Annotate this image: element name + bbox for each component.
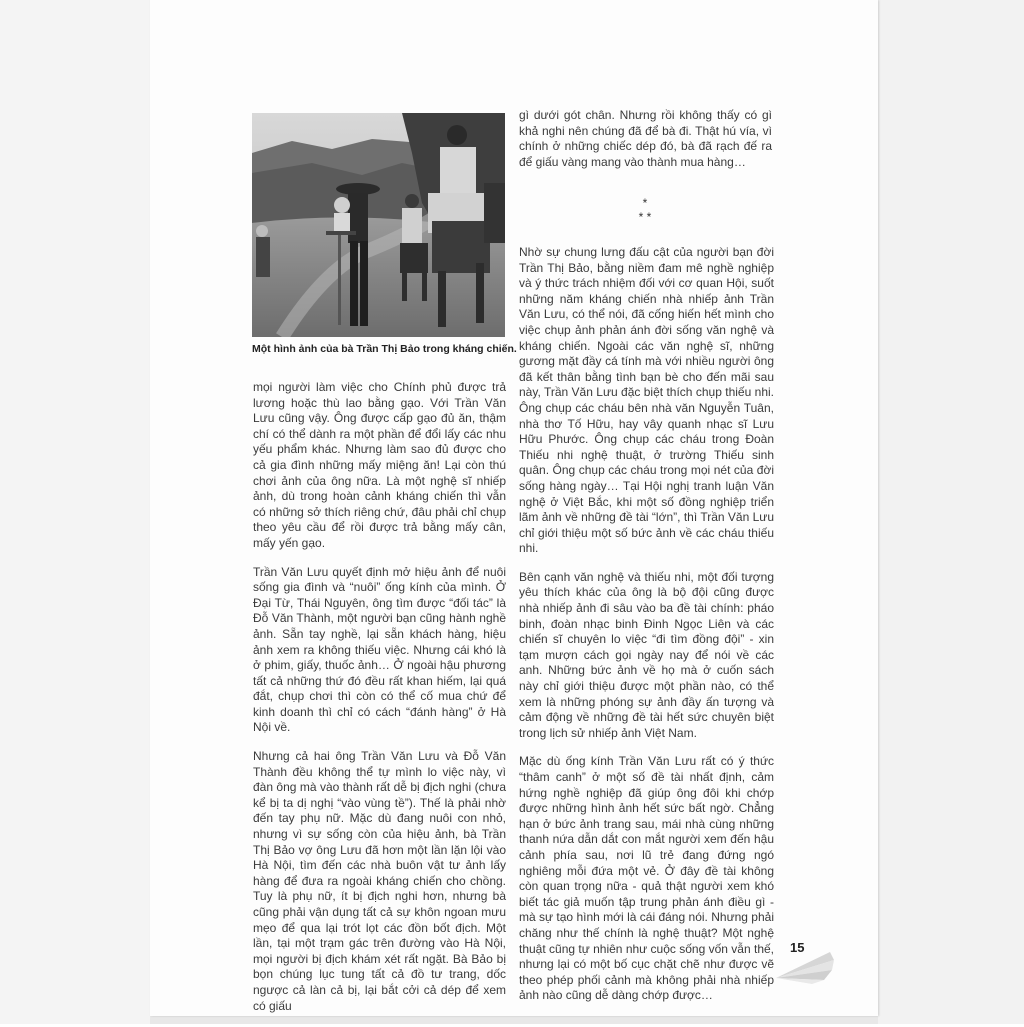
paragraph: Trần Văn Lưu quyết định mở hiệu ảnh để nuôi sống gia đình và “nuôi” ống kính của mình. Ở Đại Từ, Thái Nguyên, ông tìm được “đối tác” là Đỗ Văn Thành, một người bạn cũng hành nghề ảnh. Sẵn tay nghề, lại sẵn khách hàng, hiệu ảnh xem ra không thiếu việc. Nhưng cái khó là ở phim, giấy, thuốc ảnh… Ở ngoài hậu phương tất cả những thứ đó đều rất khan hiếm, lại quá đắt, chụp chơi thì còn có thể cố mua chứ để kinh doanh thì chỉ có cách “đánh hàng” ở Hà Nội về. xyxy=(253,564,506,735)
left-column xyxy=(253,380,506,1027)
section-separator xyxy=(630,196,660,232)
paragraph: Nhưng cả hai ông Trần Văn Lưu và Đỗ Văn Thành đều không thể tự mình lo việc này, vì đàn ông mà vào thành rất dễ bị địch nghi (chưa kể bị ta dị nghị “vào vùng tề”). Thế là phải nhờ đến tay phụ nữ. Mặc dù đang nuôi con nhỏ, nhưng vì sự sống còn của hiệu ảnh, bà Trần Thị Bảo vợ ông Lưu đã hơn một lần lặn lội vào Hà Nội, tìm đến các nhà buôn vật tư ảnh lấy hàng để đưa ra ngoài kháng chiến cho chồng. Tuy là phụ nữ, ít bị địch nghi hơn, nhưng bà cũng phải vận dụng tất cả sự khôn ngoan mưu mẹo để qua lại trót lọt các đồn bốt địch. Một lần, tại một trạm gác trên đường vào Hà Nội, mọi người bị địch khám xét rất ngặt. Bà Bảo bị bọn chúng lục tung tất cả đồ tư trang, dốc ngược cả làn cả bị, lại bắt cởi cả dép để xem có giấu xyxy=(253,749,506,1013)
paragraph: Mặc dù ống kính Trần Văn Lưu rất có ý thức “thâm canh” ở một số đề tài nhất định, cảm hứng nghề nghiệp đã giúp ông đôi khi chớp được những hình ảnh hết sức bất ngờ. Chẳng hạn ở bức ảnh trang sau, mái nhà cùng những thanh nứa dẫn dắt con mắt người xem đến hậu cảnh phía sau, nơi lũ trẻ đang đứng ngó nghiêng mỗi đứa một vẻ. Ở đây đề tài không còn quan trọng nữa - quả thật người xem khó biết tác giả muốn tập trung phản ánh điều gì - mà sự tạo hình mới là cái đáng nói. Nhưng phải chăng như thế chính là nghệ thuật? Một nghệ thuật cũng tự nhiên như cuộc sống vốn vẫn thế, nhưng lại có một bố cục chặt chẽ như được vẽ theo phép phối cảnh mà không phải nhà nhiếp ảnh nào cũng dễ dàng chớp được… xyxy=(519,754,774,1003)
paragraph: gì dưới gót chân. Nhưng rồi không thấy có gì khả nghi nên chúng đã để bà đi. Thật hú vía, vì chính ở những chiếc dép đó, bà đã rạch đế ra để giấu vàng mang vào thành mua hàng… xyxy=(519,108,772,169)
historical-photo xyxy=(252,113,505,337)
separator-line-2: * * xyxy=(638,210,652,224)
photo-illustration xyxy=(252,113,505,337)
background-right xyxy=(878,0,1024,1024)
photo-caption: Một hình ảnh của bà Trần Thị Bảo trong kháng chiến. xyxy=(252,343,517,355)
paragraph: Nhờ sự chung lưng đấu cật của người bạn đời Trần Thị Bảo, bằng niềm đam mê nghề nghiệp và ý thức trách nhiệm đối với cơ quan Hội, suốt những năm kháng chiến nhà nhiếp ảnh Trần Văn Lưu, có thể nói, đã cống hiến hết mình cho việc chụp ảnh phản ánh đời sống văn nghệ và kháng chiến. Ngoài các văn nghệ sĩ, những gương mặt đầy cá tính mà với nhiều người ông đã kết thân bằng tình bạn bè cho đến mãi sau này, Trần Văn Lưu đặc biệt thích chụp thiếu nhi. Ông chụp các cháu bên nhà văn Nguyễn Tuân, nhà thơ Tố Hữu, hay vây quanh nhạc sĩ Lưu Hữu Phước. Ông chụp các cháu trong Đoàn Thiếu nhi nghệ thuật, ở trường Thiếu sinh quân. Ông chụp các cháu trong mọi nét của đời sống hàng ngày… Tại Hội nghị tranh luận Văn nghệ ở Việt Bắc, khi một số đồng nghiệp triển lãm ảnh về những đề tài “lớn”, thì Trần Văn Lưu chỉ giới thiệu một số bức ảnh về các cháu thiếu nhi. xyxy=(519,245,774,556)
page-number: 15 xyxy=(790,940,805,955)
right-column xyxy=(519,245,774,1017)
right-column-top xyxy=(519,108,772,183)
separator-line-1: * xyxy=(642,196,648,210)
background-left xyxy=(0,0,150,1024)
paragraph: Bên cạnh văn nghệ và thiếu nhi, một đối tượng yêu thích khác của ông là bộ đội cũng được nhà nhiếp ảnh đi sâu vào ba đề tài chính: pháo binh, đoàn nhạc binh Đinh Ngọc Liên và các chiến sĩ chuyên lo việc “đi tìm đồng đội” - xin tạm mượn cách gọi ngày nay để nói về các anh. Những bức ảnh về họ mà ở cuốn sách này chỉ giới thiệu được một phần nào, có thể xem là những phóng sự ảnh đầy ấn tượng và cảm động về những đề tài hết sức chuyên biệt trong lịch sử nhiếp ảnh Việt Nam. xyxy=(519,569,774,740)
paragraph: mọi người làm việc cho Chính phủ được trả lương hoặc thù lao bằng gạo. Với Trần Văn Lưu cũng vậy. Ông được cấp gạo đủ ăn, thậm chí có thể dành ra một phần để đổi lấy các nhu yếu phẩm khác. Nhưng làm sao đủ được cho cả gia đình những mấy miệng ăn! Lại còn thú chơi ảnh của ông nữa. Là một nghệ sĩ nhiếp ảnh, dù trong hoàn cảnh kháng chiến thì vẫn có những sở thích riêng chứ, đâu phải chỉ chụp theo yêu cầu để rồi được trả bằng mấy cân, mấy yến gạo. xyxy=(253,380,506,550)
